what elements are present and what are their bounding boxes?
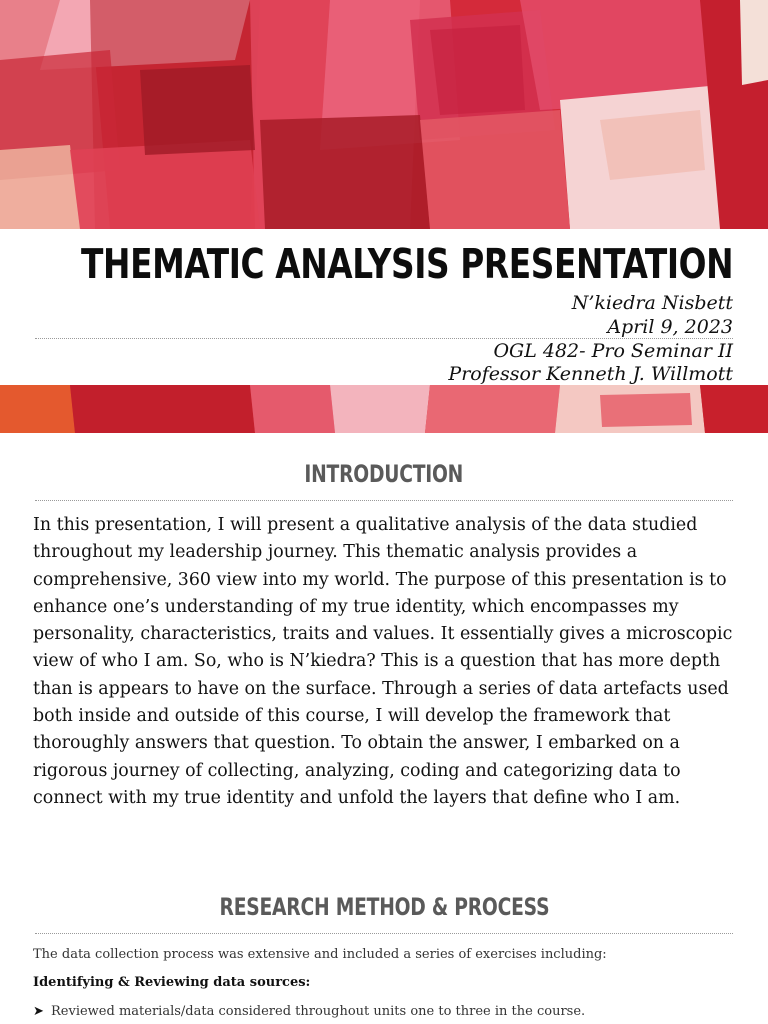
research-subheading: Identifying & Reviewing data sources:: [33, 975, 311, 990]
course-name: OGL 482- Pro Seminar II: [493, 340, 733, 362]
research-intro: The data collection process was extensive and included a series of exercises including:: [33, 947, 607, 962]
page-title: THEMATIC ANALYSIS PRESENTATION: [80, 240, 733, 288]
presentation-date: April 9, 2023: [607, 316, 733, 338]
list-item-text: Reviewed materials/data considered throughout units one to three in the course.: [51, 1004, 586, 1019]
list-item: [33, 1004, 585, 1019]
header-banner-image: [0, 0, 768, 229]
professor-name: Professor Kenneth J. Willmott: [448, 363, 733, 385]
introduction-body: In this presentation, I will present a qualitative analysis of the data studied throughout my leadership journey. This thematic analysis provides a comprehensive, 360 view into my world. The purpose of this presentation is to enhance one’s understanding of my true identity, which encompasses my personality, characteristics, traits and values. It essentially gives a microscopic view of who I am. So, who is N’kiedra? This is a question that has more depth than is appears to have on the surface. Through a series of data artefacts used both inside and outside of this course, I will develop the framework that thoroughly answers that question. To obtain the answer, I embarked on a rigorous journey of collecting, analyzing, coding and categorizing data to connect with my true identity and unfold the layers that define who I am.: [33, 515, 733, 808]
introduction-heading: INTRODUCTION: [304, 460, 464, 488]
arrow-bullet-icon: ➤: [33, 1004, 44, 1019]
header-banner-strip: [0, 385, 768, 433]
research-divider: [35, 933, 733, 934]
introduction-divider: [35, 500, 733, 501]
author-name: N’kiedra Nisbett: [571, 292, 733, 314]
research-heading: RESEARCH METHOD & PROCESS: [219, 893, 549, 921]
